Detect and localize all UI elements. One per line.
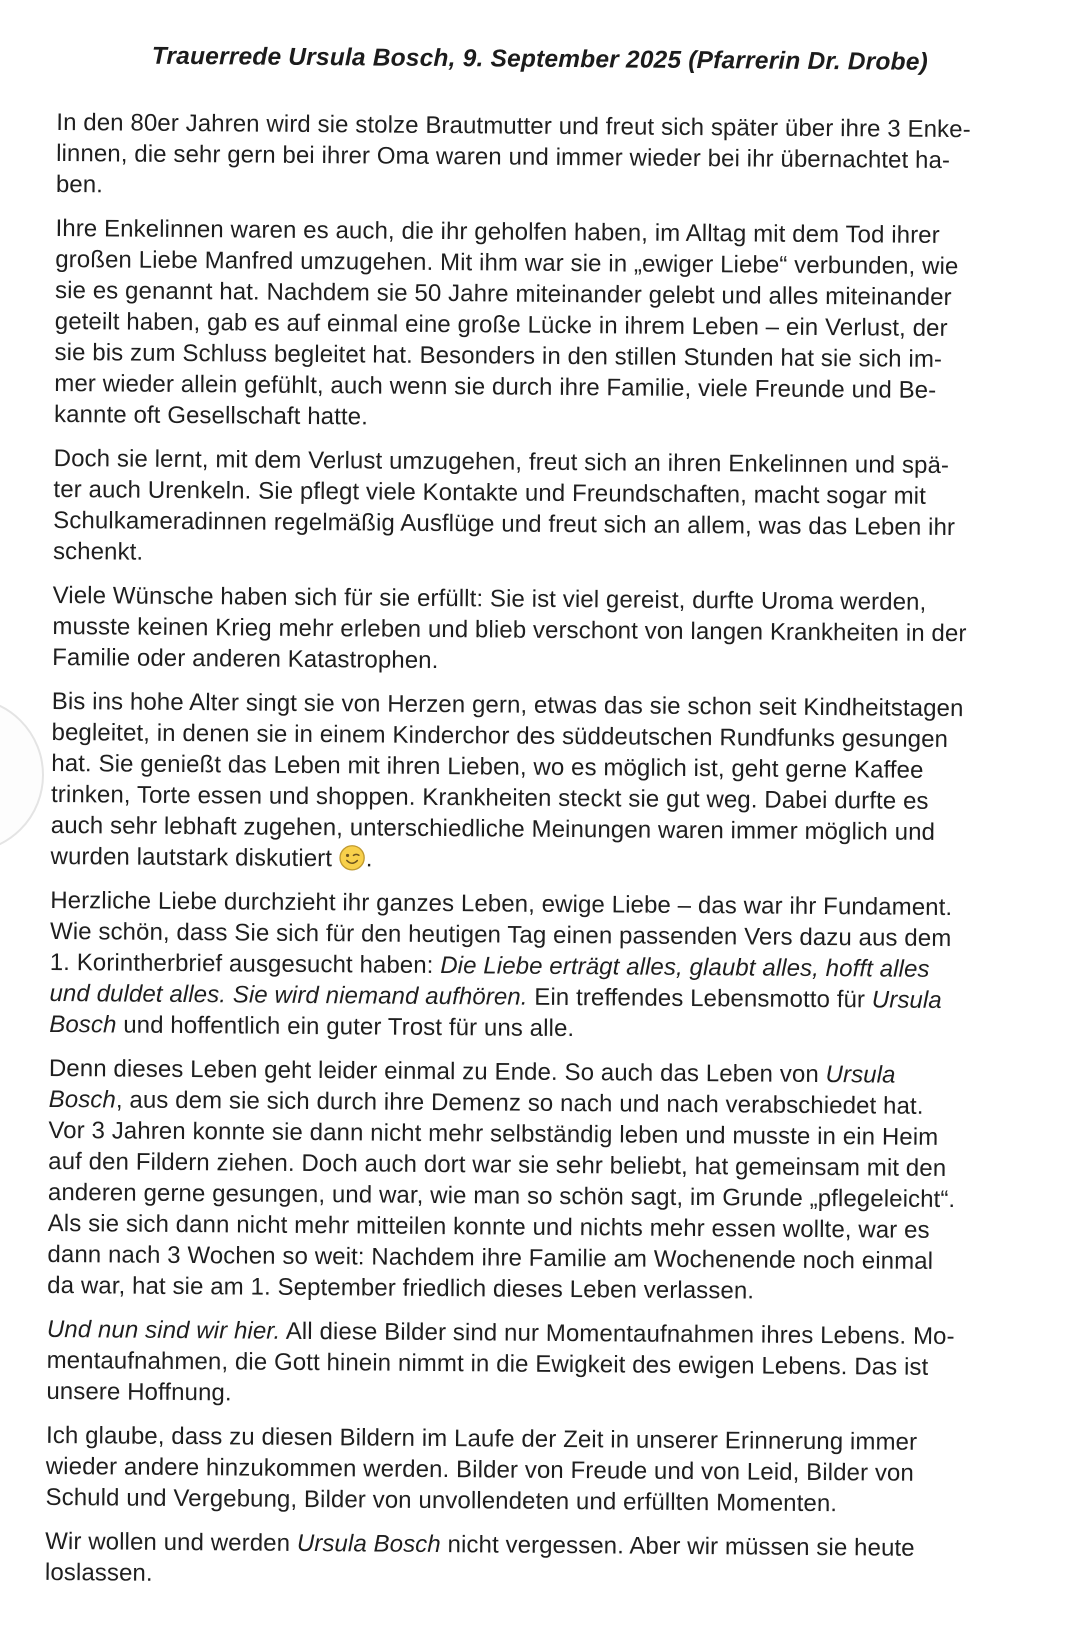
paragraph-6 xyxy=(49,885,1018,1048)
text-run: Denn dieses Leben geht leider einmal zu Ende. So auch das Leben von xyxy=(48,1054,826,1089)
text-run: In den 80er Jahren wird sie stolze Brautmutter und freut sich später über ihre 3 Enke- linnen, die sehr gern bei ihrer Oma waren und immer wieder bei ihr übernachtet ha- ben. xyxy=(55,108,971,199)
winking-face-emoji xyxy=(339,843,366,874)
text-run: Ich glaube, dass zu diesen Bildern im Laufe der Zeit in unserer Erinnerung immer wieder andere hinzukommen werden. Bilder von Freude und von Leid, Bilder von Schuld und Vergebung, Bilder von unvollendeten und erfüllten Momenten. xyxy=(45,1421,918,1518)
paragraph-9 xyxy=(45,1420,1014,1521)
text-run: Viele Wünsche haben sich für sie erfüllt: Sie ist viel gereist, durfte Uroma werden, musste keinen Krieg mehr erleben und blieb verschont von langen Krankheiten in der Familie oder anderen Katastrophen. xyxy=(52,581,967,674)
italic-text-run: Die Liebe erträgt alles, glaubt alles, hofft alles und duldet alles. Sie wird niemand aufhören. xyxy=(49,952,930,1011)
paragraph-7 xyxy=(47,1053,1017,1309)
text-run: nicht vergessen. Aber wir müssen sie heute loslassen. xyxy=(44,1531,915,1587)
paragraph-5 xyxy=(50,686,1019,880)
italic-text-run: Ursula Bosch xyxy=(296,1529,441,1559)
text-run: Doch sie lernt, mit dem Verlust umzugehen, freut sich an ihren Enkelinnen und spä- ter auch Urenkeln. Sie pflegt viele Kontakte und Freundschaften, macht sogar mit Schulkameradinnen regelmäßig Ausflüge und freut sich an allem, was das Leben ihr schenkt. xyxy=(52,444,956,566)
paragraph-4 xyxy=(52,580,1021,681)
italic-text-run: Ursula Bosch xyxy=(49,986,942,1039)
scan-content xyxy=(0,42,1080,1596)
text-run: , aus dem sie sich durch ihre Demenz so nach und nach verabschiedet hat. Vor 3 Jahren konnte sie dann nicht mehr selbständig leben und musste in ein Heim auf den Fildern ziehen. Doch auch dort war sie sehr beliebt, hat gemeinsam mit den anderen gerne gesungen, und war, wie man so schön sagt, im Grunde „pflegeleicht“. Als sie sich dann nicht mehr mitteilen konnte und nichts mehr essen wollte, war es dann nach 3 Wochen so weit: Nachdem ihre Familie am Wochenende noch einmal da war, hat sie am 1. September friedlich dieses Leben verlassen. xyxy=(47,1086,956,1305)
paragraph-1 xyxy=(56,107,1025,208)
text-run: Ein treffendes Lebensmotto für xyxy=(527,983,872,1014)
text-run: Bis ins hohe Alter singt sie von Herzen gern, etwas das sie schon seit Kindheitstagen begleitet, in denen sie in einem Kinderchor des süddeutschen Rundfunks gesungen hat. Sie genießt das Leben mit ihren Lieben, wo es möglich ist, geht gerne Kaffee trinken, Torte essen und shoppen. Krankheiten steckt sie gut weg. Dabei durfte es auch sehr lebhaft zugehen, unterschiedliche Meinungen waren immer möglich und wurden lautstark diskutiert xyxy=(50,687,964,873)
text-run: Ihre Enkelinnen waren es auch, die ihr geholfen haben, im Alltag mit dem Tod ihrer großen Liebe Manfred umzugehen. Mit ihm war sie in „ewiger Liebe“ verbunden, wie sie es genannt hat. Nachdem sie 50 Jahre miteinander gelebt und alles miteinander geteilt haben, gab es auf einmal eine große Lücke in ihrem Leben – ein Verlust, der sie bis zum Schluss begleitet hat. Besonders in den stillen Stunden hat sie sich im- mer wieder allein gefühlt, auch wenn sie durch ihre Familie, viele Freunde und Be- kannte oft Gesellschaft hatte. xyxy=(53,214,959,431)
italic-text-run: Und nun sind wir hier. xyxy=(46,1315,281,1345)
text-run: Herzliche Liebe durchzieht ihr ganzes Leben, ewige Liebe – das war ihr Fundament. Wie schön, dass Sie sich für den heutigen Tag einen passenden Vers dazu aus dem 1. Korintherbrief ausgesucht haben: xyxy=(49,886,953,980)
paragraph-8 xyxy=(46,1314,1015,1415)
paragraph-2 xyxy=(54,213,1024,438)
text-run: Wir wollen und werden xyxy=(45,1527,297,1557)
text-run: und hoffentlich ein guter Trost für uns alle. xyxy=(116,1011,575,1043)
paragraph-3 xyxy=(53,443,1022,575)
text-run: . xyxy=(365,845,373,873)
text-run: All diese Bilder sind nur Momentaufnahmen ihres Lebens. Mo- mentaufnahmen, die Gott hinein nimmt in die Ewigkeit des ewigen Lebens. Das ist unsere Hoffnung. xyxy=(46,1317,955,1407)
document-body xyxy=(45,107,1025,1596)
italic-text-run: Ursula Bosch xyxy=(48,1061,896,1114)
paragraph-10 xyxy=(45,1526,1013,1596)
document-title: Trauerrede Ursula Bosch, 9. September 2025 (Pfarrerin Dr. Drobe) xyxy=(151,42,929,76)
